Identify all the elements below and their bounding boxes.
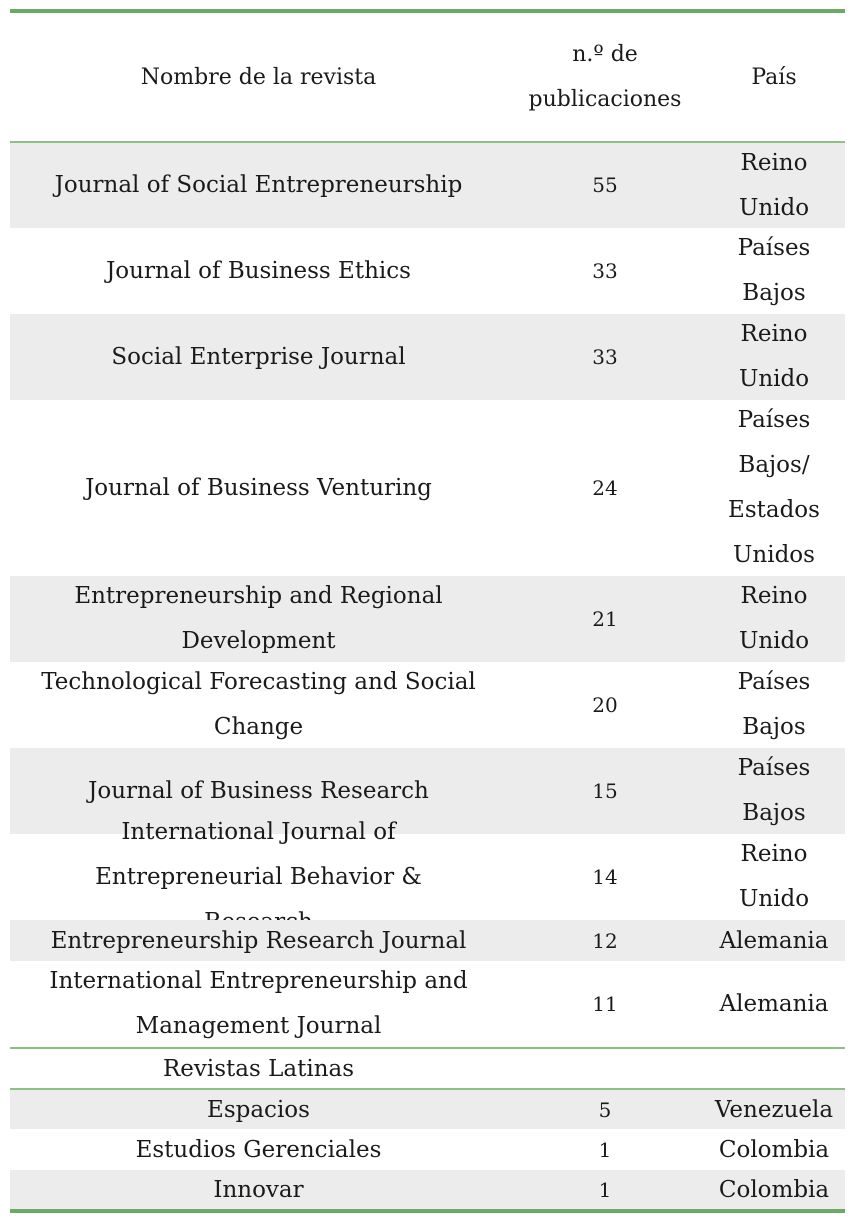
publication-count: 5 [598, 1097, 612, 1122]
journal-name: Journal of Business Research [88, 777, 429, 804]
publication-count: 24 [592, 475, 618, 500]
table-row [10, 1090, 845, 1129]
publication-count: 14 [592, 864, 618, 889]
table-row [10, 314, 845, 400]
journal-name: Journal of Social Entrepreneurship [54, 172, 463, 198]
publication-count: 20 [592, 692, 618, 717]
journals-table [10, 9, 845, 1213]
country: Reino Unido [738, 149, 810, 221]
publication-count: 21 [592, 606, 618, 631]
table-row [10, 961, 845, 1047]
table-row [10, 662, 845, 748]
country: Venezuela [714, 1096, 834, 1123]
journal-name: Entrepreneurship Research Journal [50, 927, 467, 954]
section-label-row [10, 1049, 845, 1088]
journal-name: Journal of Business Venturing [85, 474, 432, 501]
header-journal: Nombre de la revista [140, 64, 377, 90]
publication-count: 11 [592, 991, 618, 1016]
country: Alemania [719, 927, 829, 954]
table-row [10, 818, 845, 920]
country: Alemania [719, 990, 829, 1017]
country: Reino Unido [738, 321, 810, 392]
country: Países Bajos/ Estados Unidos [728, 407, 820, 568]
header-country: País [751, 64, 797, 90]
journal-name: Social Enterprise Journal [111, 343, 406, 370]
table-row [10, 400, 845, 576]
country: Colombia [718, 1176, 830, 1203]
publication-count: 33 [592, 258, 618, 283]
table-header-row [10, 13, 845, 141]
journal-name: Innovar [213, 1176, 304, 1203]
publication-count: 1 [598, 1177, 612, 1202]
publication-count: 15 [592, 778, 618, 803]
table-row [10, 228, 845, 314]
journal-name: Espacios [207, 1096, 310, 1123]
country: Reino Unido [738, 841, 810, 912]
journal-name: International Journal of Entrepreneurial Behavior & [95, 818, 422, 890]
journal-name: Technological Forecasting and Social Change [41, 669, 476, 740]
country: Colombia [718, 1136, 830, 1163]
publication-count: 33 [592, 344, 618, 369]
country: Países Bajos [737, 755, 811, 826]
journal-name: Entrepreneurship and Regional Development [74, 583, 443, 654]
table-row [10, 920, 845, 961]
header-count: n.º de publicaciones [528, 42, 682, 112]
table-row [10, 143, 845, 228]
latin-section-label: Revistas Latinas [162, 1055, 355, 1082]
country: Países Bajos [737, 669, 811, 740]
publication-count: 12 [592, 928, 618, 953]
publication-count: 55 [592, 173, 618, 197]
table-row [10, 1170, 845, 1209]
publication-count: 1 [598, 1137, 612, 1162]
journal-name: International Entrepreneurship and Management Journal [49, 968, 468, 1039]
bottom-rule [10, 1209, 845, 1213]
table-row [10, 1129, 845, 1170]
journal-name: Estudios Gerenciales [135, 1136, 382, 1163]
table-row [10, 576, 845, 662]
country: Reino Unido [738, 583, 810, 654]
journal-name: Journal of Business Ethics [106, 257, 411, 284]
country: Países Bajos [737, 235, 811, 306]
